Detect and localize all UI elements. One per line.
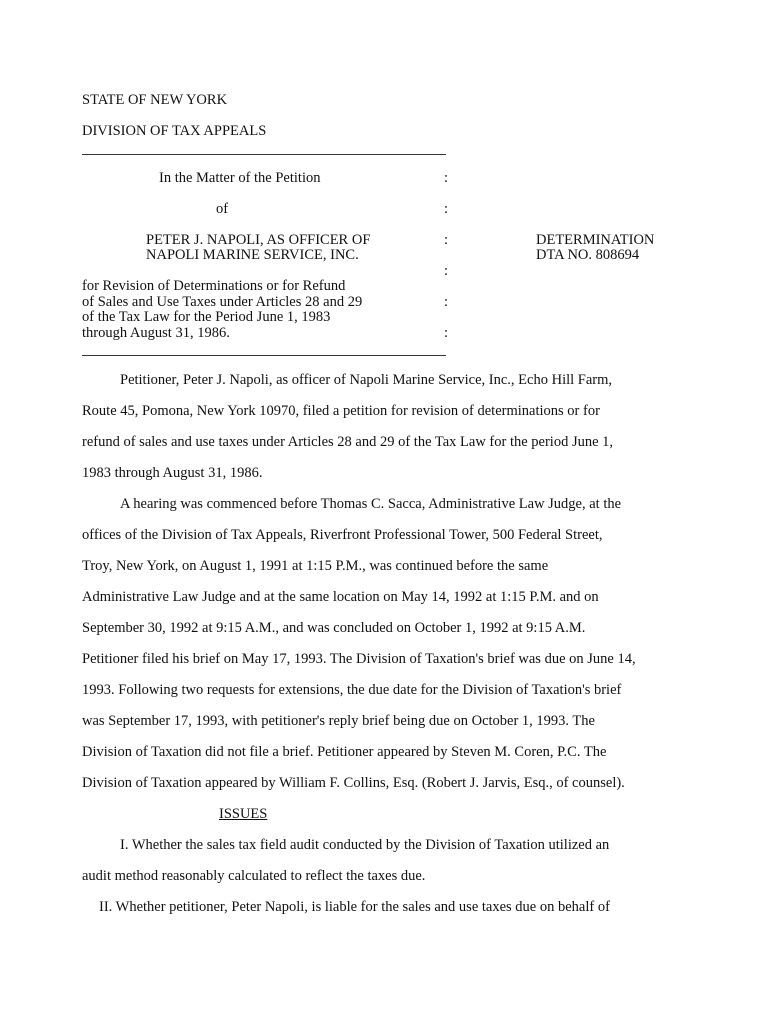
caption-matter: In the Matter of the Petition: [159, 170, 321, 186]
caption-bottom-rule: [82, 355, 446, 356]
caption-colon: :: [444, 325, 449, 341]
division-heading: DIVISION OF TAX APPEALS: [82, 123, 267, 139]
paragraph-line: was September 17, 1993, with petitioner's reply brief being due on October 1, 1993. The: [82, 713, 595, 729]
dta-number: DTA NO. 808694: [536, 247, 640, 263]
caption-colon: :: [444, 263, 449, 279]
caption-colon: :: [444, 201, 449, 217]
issue-line: audit method reasonably calculated to reflect the taxes due.: [82, 868, 426, 884]
paragraph-line: 1993. Following two requests for extensions, the due date for the Division of Taxation's brief: [82, 682, 622, 698]
paragraph-line: offices of the Division of Tax Appeals, Riverfront Professional Tower, 500 Federal Street,: [82, 527, 603, 543]
paragraph-line: Administrative Law Judge and at the same location on May 14, 1992 at 1:15 P.M. and on: [82, 589, 599, 605]
caption-petitioner-line1: PETER J. NAPOLI, AS OFFICER OF: [146, 232, 371, 248]
paragraph-line: A hearing was commenced before Thomas C. Sacca, Administrative Law Judge, at the: [120, 496, 622, 512]
paragraph-line: Petitioner filed his brief on May 17, 1993. The Division of Taxation's brief was due on June 14,: [82, 651, 636, 667]
paragraph-line: 1983 through August 31, 1986.: [82, 465, 263, 481]
paragraph-line: Division of Taxation did not file a brief. Petitioner appeared by Steven M. Coren, P.C. The: [82, 744, 607, 760]
caption-purpose-line: for Revision of Determinations or for Refund: [82, 278, 346, 294]
caption-purpose-line: of the Tax Law for the Period June 1, 1983: [82, 309, 331, 325]
caption-of: of: [216, 201, 229, 217]
paragraph-line: Petitioner, Peter J. Napoli, as officer of Napoli Marine Service, Inc., Echo Hill Farm,: [120, 372, 613, 388]
state-heading: STATE OF NEW YORK: [82, 92, 228, 108]
paragraph-line: Route 45, Pomona, New York 10970, filed a petition for revision of determinations or for: [82, 403, 600, 419]
caption-purpose-line: through August 31, 1986.: [82, 325, 230, 341]
caption-colon: :: [444, 232, 449, 248]
caption-colon: :: [444, 294, 449, 310]
determination-label: DETERMINATION: [536, 232, 655, 248]
paragraph-line: Division of Taxation appeared by William F. Collins, Esq. (Robert J. Jarvis, Esq., of counsel).: [82, 775, 625, 791]
paragraph-line: September 30, 1992 at 9:15 A.M., and was concluded on October 1, 1992 at 9:15 A.M.: [82, 620, 586, 636]
caption-purpose-line: of Sales and Use Taxes under Articles 28 and 29: [82, 294, 363, 310]
caption-top-rule: [82, 154, 446, 155]
caption-petitioner-line2: NAPOLI MARINE SERVICE, INC.: [146, 247, 359, 263]
caption-colon: :: [444, 170, 449, 186]
issues-heading: ISSUES: [219, 806, 268, 822]
paragraph-line: Troy, New York, on August 1, 1991 at 1:15 P.M., was continued before the same: [82, 558, 549, 574]
issue-line: II. Whether petitioner, Peter Napoli, is liable for the sales and use taxes due on behalf of: [99, 899, 610, 915]
issue-line: I. Whether the sales tax field audit conducted by the Division of Taxation utilized an: [120, 837, 610, 853]
paragraph-line: refund of sales and use taxes under Articles 28 and 29 of the Tax Law for the period June 1,: [82, 434, 614, 450]
